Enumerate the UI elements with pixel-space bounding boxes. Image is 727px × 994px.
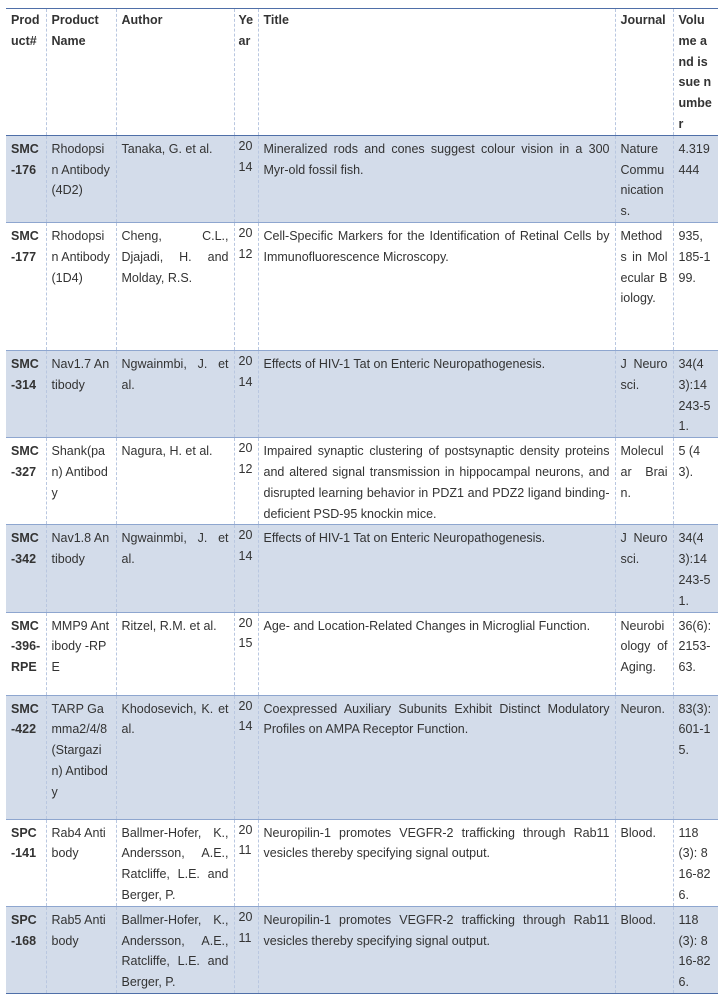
cell-author: Ballmer-Hofer, K., Andersson, A.E., Ratcliffe, L.E. and Berger, P. xyxy=(116,906,234,993)
cell-product: SPC-141 xyxy=(11,825,37,861)
cell-product-name: TARP Gamma2/4/8 (Stargazin) Antibody xyxy=(46,695,116,819)
header-year: Year xyxy=(234,9,258,136)
header-volume: Volume and issue number xyxy=(673,9,718,136)
cell-author: Nagura, H. et al. xyxy=(116,438,234,525)
cell-title: Age- and Location-Related Changes in Microglial Function. xyxy=(258,612,615,695)
cell-title: Coexpressed Auxiliary Subunits Exhibit Distinct Modulatory Profiles on AMPA Receptor Function. xyxy=(258,695,615,819)
cell-product-name: Rab4 Antibody xyxy=(46,819,116,906)
cell-title: Effects of HIV-1 Tat on Enteric Neuropathogenesis. xyxy=(258,350,615,437)
cell-journal: Neurobiology of Aging. xyxy=(615,612,673,695)
header-product: Product# xyxy=(11,13,40,48)
cell-year: 2015 xyxy=(234,612,258,695)
cell-title: Neuropilin-1 promotes VEGFR-2 trafficking through Rab11 vesicles thereby specifying signal output. xyxy=(258,819,615,906)
header-title: Title xyxy=(258,9,615,136)
cell-title: Effects of HIV-1 Tat on Enteric Neuropathogenesis. xyxy=(258,525,615,612)
cell-author: Ngwainmbi, J. et al. xyxy=(116,525,234,612)
cell-journal: Molecular Brain. xyxy=(615,438,673,525)
cell-volume: 34(43):14243-51. xyxy=(673,525,718,612)
cell-product: SPC-168 xyxy=(6,906,46,993)
table-row xyxy=(6,438,718,525)
cell-year: 2014 xyxy=(234,525,258,612)
table-row xyxy=(6,135,718,222)
cell-author: Ritzel, R.M. et al. xyxy=(116,612,234,695)
cell-product: SMC-422 xyxy=(6,695,46,819)
cell-volume: 118 (3): 816-826. xyxy=(673,819,718,906)
cell-product: SMC-342 xyxy=(6,525,46,612)
cell-year: 2012 xyxy=(234,222,258,350)
cell-product-name: Nav1.8 Antibody xyxy=(46,525,116,612)
cell-product-name: Shank(pan) Antibody xyxy=(46,438,116,525)
cell-volume: 36(6):2153-63. xyxy=(673,612,718,695)
cell-product-name: Rhodopsin Antibody (1D4) xyxy=(46,222,116,350)
cell-author: Khodosevich, K. et al. xyxy=(116,695,234,819)
cell-title: Mineralized rods and cones suggest colour vision in a 300 Myr-old fossil fish. xyxy=(258,135,615,222)
table-row xyxy=(6,222,718,350)
cell-journal: Nature Communications. xyxy=(615,135,673,222)
table-header-row xyxy=(6,9,718,136)
cell-journal: Blood. xyxy=(615,906,673,993)
publications-table-container xyxy=(6,8,718,994)
cell-year: 2011 xyxy=(234,819,258,906)
header-journal: Journal xyxy=(615,9,673,136)
header-product-name: Product Name xyxy=(46,9,116,136)
cell-journal: Neuron. xyxy=(615,695,673,819)
cell-journal: Blood. xyxy=(615,819,673,906)
cell-year: 2012 xyxy=(234,438,258,525)
cell-journal: J Neurosci. xyxy=(615,525,673,612)
cell-volume: 83(3):601-15. xyxy=(673,695,718,819)
cell-author: Tanaka, G. et al. xyxy=(116,135,234,222)
table-row xyxy=(6,350,718,437)
table-row xyxy=(6,525,718,612)
cell-product-name: MMP9 Antibody -RPE xyxy=(46,612,116,695)
cell-year: 2014 xyxy=(234,695,258,819)
table-row xyxy=(6,695,718,819)
table-row xyxy=(6,906,718,993)
cell-volume: 5 (43). xyxy=(673,438,718,525)
cell-volume: 935, 185-199. xyxy=(673,222,718,350)
cell-title: Cell-Specific Markers for the Identification of Retinal Cells by Immunofluorescence Microscopy. xyxy=(258,222,615,350)
cell-year: 2014 xyxy=(234,350,258,437)
cell-product: SMC-176 xyxy=(6,135,46,222)
cell-volume: 34(43):14243-51. xyxy=(673,350,718,437)
cell-author: Ngwainmbi, J. et al. xyxy=(116,350,234,437)
cell-journal: J Neurosci. xyxy=(615,350,673,437)
cell-product-name: Rhodopsin Antibody (4D2) xyxy=(46,135,116,222)
header-author: Author xyxy=(116,9,234,136)
cell-volume: 4.319444 xyxy=(673,135,718,222)
cell-product: SMC-314 xyxy=(6,350,46,437)
cell-journal: Methods in Molecular Biology. xyxy=(615,222,673,350)
table-body xyxy=(6,135,718,993)
cell-author: Cheng, C.L., Djajadi, H. and Molday, R.S. xyxy=(116,222,234,350)
cell-author: Ballmer-Hofer, K., Andersson, A.E., Ratcliffe, L.E. and Berger, P. xyxy=(116,819,234,906)
table-row xyxy=(6,612,718,695)
table-row xyxy=(6,819,718,906)
cell-product-name: Rab5 Antibody xyxy=(46,906,116,993)
cell-volume: 118 (3): 816-826. xyxy=(673,906,718,993)
cell-product: SMC-327 xyxy=(11,444,39,479)
cell-product: SMC-177 xyxy=(11,228,39,264)
publications-table xyxy=(6,8,718,994)
cell-year: 2011 xyxy=(234,906,258,993)
cell-title: Impaired synaptic clustering of postsynaptic density proteins and altered signal transmission in hippocampal neurons, and disrupted learning behavior in PDZ1 and PDZ2 ligand binding-deficient PSD-95 knockin mice. xyxy=(258,438,615,525)
cell-product-name: Nav1.7 Antibody xyxy=(46,350,116,437)
cell-title: Neuropilin-1 promotes VEGFR-2 trafficking through Rab11 vesicles thereby specifying signal output. xyxy=(258,906,615,993)
cell-year: 2014 xyxy=(234,135,258,222)
cell-product: SMC-396-RPE xyxy=(11,618,41,675)
